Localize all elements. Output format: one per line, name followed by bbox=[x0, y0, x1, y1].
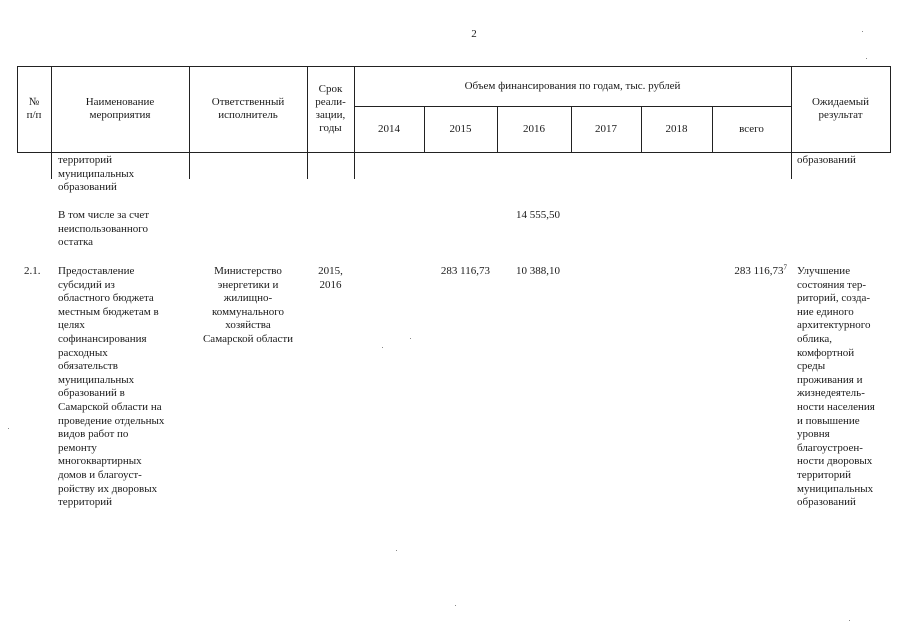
row-2-1-number: 2.1. bbox=[24, 265, 41, 277]
header-result: Ожидаемый результат bbox=[811, 96, 870, 121]
scan-speck bbox=[382, 347, 383, 348]
row-2-1-executor: Министерство энергетики и жилищно- коммунального хозяйства Самарской области bbox=[202, 265, 294, 345]
header-bottom-border bbox=[17, 152, 891, 153]
header-year-2016: 2016 bbox=[523, 122, 545, 135]
scan-speck bbox=[410, 338, 411, 339]
row-2-1-2016-value: 10 388,10 bbox=[516, 265, 560, 277]
row-2-1-name: Предоставление субсидий из областного бюджета местным бюджетам в целях софинансирования расходных обязательств муниципальных образований в Самарской области на проведение отдельных видов работ по ремонту многоквартирных домов и благоуст- ройству их дворовых территорий bbox=[58, 265, 165, 509]
subrow-name: В том числе за счет неиспользованного остатка bbox=[58, 209, 150, 249]
footnote-marker: 7 bbox=[783, 263, 787, 272]
header-num: № п/п bbox=[26, 96, 42, 121]
scan-speck bbox=[455, 605, 456, 606]
header-executor: Ответственный исполнитель bbox=[211, 96, 285, 121]
header-year-2015: 2015 bbox=[449, 122, 472, 135]
header-name: Наименование мероприятия bbox=[85, 96, 155, 121]
continued-name-text: территорий муниципальных образований bbox=[58, 154, 135, 194]
subrow-2016-value: 14 555,50 bbox=[516, 209, 560, 221]
continued-result-text: образований bbox=[797, 154, 856, 166]
scan-speck bbox=[396, 550, 397, 551]
header-financing: Объем финансирования по годам, тыс. рублей bbox=[464, 79, 681, 92]
page-number: 2 bbox=[471, 28, 477, 40]
scan-speck bbox=[862, 31, 863, 32]
scan-speck bbox=[8, 428, 9, 429]
scan-speck bbox=[849, 620, 850, 621]
row-2-1-2015-value: 283 116,73 bbox=[440, 265, 490, 277]
scan-speck bbox=[866, 58, 867, 59]
header-year-2014: 2014 bbox=[378, 122, 400, 135]
header-year-2018: 2018 bbox=[665, 122, 688, 135]
row-2-1-total-value: 283 116,73$^7$ bbox=[734, 263, 787, 277]
header-year-total: всего bbox=[739, 122, 764, 135]
header-term: Срок реали- зации, годы bbox=[315, 83, 346, 134]
col-line-right bbox=[890, 66, 891, 152]
header-year-2017: 2017 bbox=[595, 122, 617, 135]
row-2-1-result: Улучшение состояния тер- риторий, созда- ние единого архитектурного облика, комфортной среды проживания и жизнедеятель- ности населения и повышение уровня благоустроен- ности дворовых территорий муниципальных образований bbox=[797, 265, 875, 509]
row-2-1-term: 2015, 2016 bbox=[318, 265, 343, 291]
